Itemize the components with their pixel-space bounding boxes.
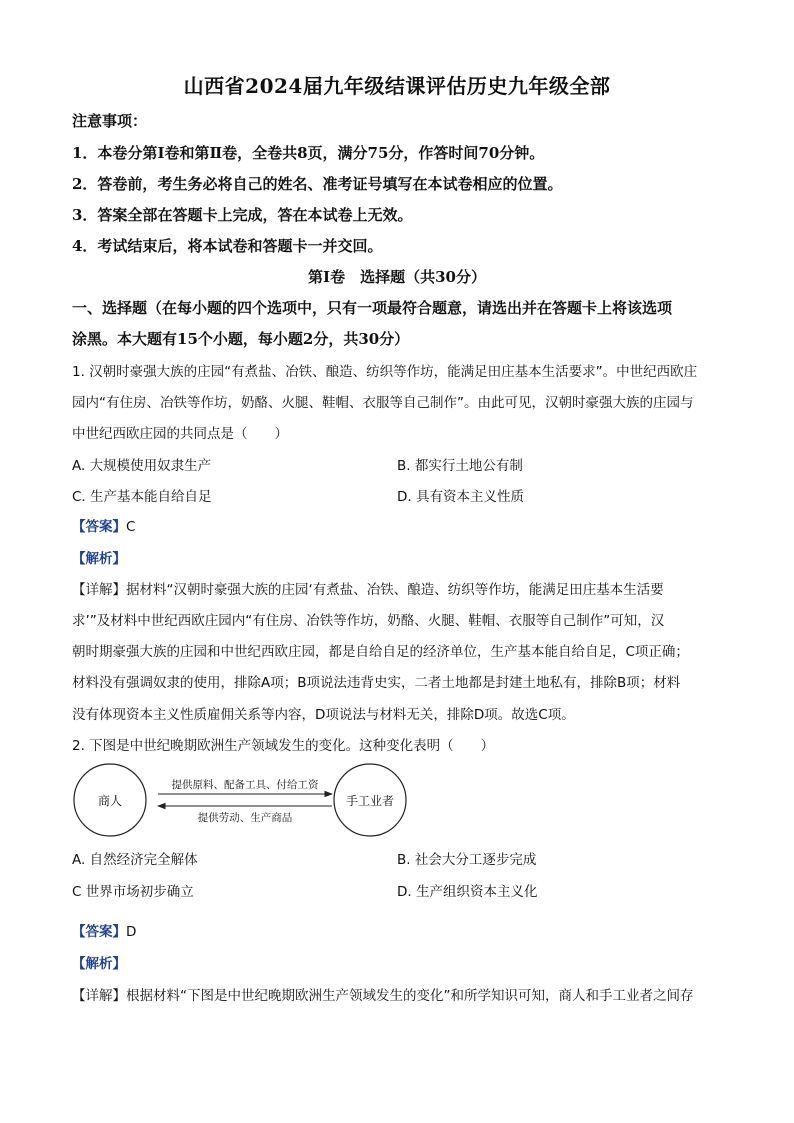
q2-option-a: A. 自然经济完全解体 bbox=[72, 852, 198, 868]
notice-item: 3．答案全部在答题卡上完成，答在本试卷上无效。 bbox=[72, 206, 413, 224]
craftsman-label: 手工业者 bbox=[345, 794, 395, 808]
q1-option-d: D. 具有资本主义性质 bbox=[397, 489, 524, 505]
q2-answer bbox=[72, 920, 136, 940]
section-instruction: 涂黑。本大题有15个小题，每小题2分，共30分） bbox=[72, 330, 410, 348]
bottom-arrow-label: 提供劳动、生产商品 bbox=[197, 812, 293, 824]
q1-detail: 朝时期豪强大族的庄园和中世纪西欧庄园，都是自给自足的经济单位，生产基本能自给自足，C项正确； bbox=[72, 644, 689, 660]
q1-answer bbox=[72, 515, 135, 535]
analysis-tag: 【解析】 bbox=[72, 551, 126, 567]
answer-tag: 【答案】 bbox=[72, 519, 126, 535]
answer-value: D bbox=[126, 924, 137, 940]
detail-text: 据材料“汉朝时豪强大族的庄园‘有煮盐、冶铁、酿造、纺织等作坊，能满足田庄基本生活要 bbox=[126, 582, 664, 598]
detail-tag: 【详解】 bbox=[72, 582, 126, 598]
notice-heading: 注意事项： bbox=[72, 112, 148, 130]
top-arrow-label: 提供原料、配备工具、付给工资 bbox=[171, 779, 319, 791]
merchant-label: 商人 bbox=[97, 794, 123, 808]
q1-stem: 中世纪西欧庄园的共同点是（ ） bbox=[72, 426, 288, 442]
notice-item: 4．考试结束后，将本试卷和答题卡一并交回。 bbox=[72, 237, 383, 255]
q1-stem: 1. 汉朝时豪强大族的庄园“有煮盐、冶铁、酿造、纺织等作坊，能满足田庄基本生活要求”。中世纪西欧庄 bbox=[72, 364, 698, 380]
notice-item: 2．答卷前，考生务必将自己的姓名、准考证号填写在本试卷相应的位置。 bbox=[72, 175, 563, 193]
q2-analysis bbox=[72, 952, 126, 972]
page-title: 山西省2024届九年级结课评估历史九年级全部 bbox=[183, 74, 611, 98]
q1-option-c: C. 生产基本能自给自足 bbox=[72, 489, 212, 505]
answer-value: C bbox=[126, 519, 136, 535]
answer-tag: 【答案】 bbox=[72, 924, 126, 940]
detail-text: 根据材料“下图是中世纪晚期欧洲生产领域发生的变化”和所学知识可知，商人和手工业者之间存 bbox=[126, 988, 694, 1004]
q1-option-a: A. 大规模使用奴隶生产 bbox=[72, 458, 212, 474]
section-instruction: 一、选择题（在每小题的四个选项中，只有一项最符合题意，请选出并在答题卡上将该选项 bbox=[72, 299, 673, 317]
q1-detail: 求’”及材料中世纪西欧庄园内“有住房、冶铁等作坊，奶酪、火腿、鞋帽、衣服等自己制作”可知，汉 bbox=[72, 613, 665, 629]
q2-option-d: D. 生产组织资本主义化 bbox=[397, 884, 538, 900]
analysis-tag: 【解析】 bbox=[72, 956, 126, 972]
q1-detail bbox=[72, 578, 664, 598]
q2-option-c: C 世界市场初步确立 bbox=[72, 884, 194, 900]
q1-detail: 没有体现资本主义性质雇佣关系等内容，D项说法与材料无关，排除D项。故选C项。 bbox=[72, 707, 575, 723]
q2-stem: 2. 下图是中世纪晚期欧洲生产领域发生的变化。这种变化表明（ ） bbox=[72, 738, 495, 754]
section-heading: 第Ⅰ卷 选择题（共30分） bbox=[308, 268, 486, 286]
q2-detail bbox=[72, 984, 694, 1004]
q1-analysis bbox=[72, 547, 126, 567]
q1-detail: 材料没有强调奴隶的使用，排除A项；B项说法违背史实，二者土地都是封建土地私有，排除B项；材料 bbox=[72, 675, 681, 691]
q1-stem: 园内“有住房、冶铁等作坊，奶酪、火腿、鞋帽、衣服等自己制作”。由此可见，汉朝时豪强大族的庄园与 bbox=[72, 395, 694, 411]
q1-option-b: B. 都实行土地公有制 bbox=[397, 458, 523, 474]
q2-diagram bbox=[70, 760, 415, 842]
detail-tag: 【详解】 bbox=[72, 988, 126, 1004]
notice-item: 1．本卷分第Ⅰ卷和第Ⅱ卷，全卷共8页，满分75分，作答时间70分钟。 bbox=[72, 144, 545, 162]
q2-option-b: B. 社会大分工逐步完成 bbox=[397, 852, 537, 868]
